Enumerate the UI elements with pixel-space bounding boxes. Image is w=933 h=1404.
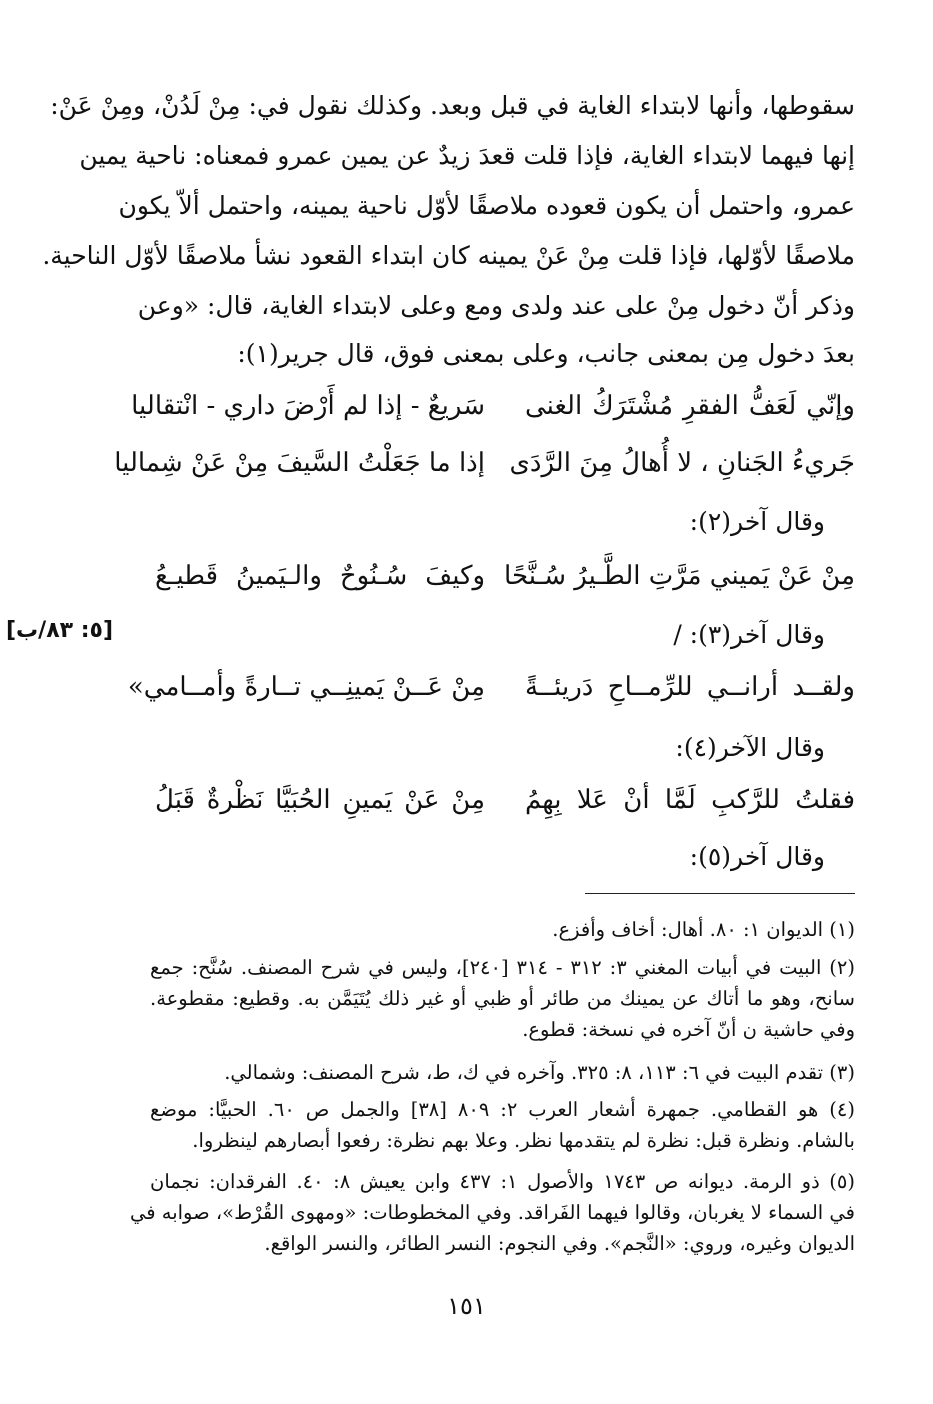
text-line: ملاصقًا لأوّلها، فإذا قلت مِنْ عَنْ يمينه كان ابتداء القعود نشأ ملاصقًا لأوّل الناحية. <box>42 241 855 270</box>
poet-intro: وقال آخر(٥): <box>689 842 825 871</box>
footnote <box>150 914 855 945</box>
verse-first-hemistich: جَريءُ الجَنانِ ، لا أُهالُ مِنَ الرَّدَى <box>509 448 855 478</box>
manuscript-folio-reference: [٥: ٨٣/ب] <box>6 618 114 643</box>
text-line: عمرو، واحتمل أن يكون قعوده ملاصقًا لأوّل ناحية يمينه، واحتمل ألاّ يكون <box>118 191 855 220</box>
text-line: وذكر أنّ دخول مِنْ على عند ولدى ومع وعلى لابتداء الغاية، قال: «وعن <box>137 291 855 320</box>
text-line: بعدَ دخول مِن بمعنى جانب، وعلى بمعنى فوق، قال جرير(١): <box>237 339 855 368</box>
footnote-line: (٢) البيت في أبيات المغني ٣: ٣١٢ - ٣١٤ [٢٤٠]، وليس في شرح المصنف. سُنَّح: جمع <box>150 956 855 979</box>
verse-second-hemistich: وكيفَ سُـنُوحٌ والـيَمينُ قَطيـعُ <box>155 561 485 591</box>
verse-first-hemistich: مِنْ عَنْ يَميني مَرَّتِ الطَّـيرُ سُـنَّحًا <box>504 561 855 591</box>
footnote-line: (٤) هو القطامي. جمهرة أشعار العرب ٢: ٨٠٩ [٣٨] والجمل ص ٦٠. الحبيَّا: موضع <box>150 1098 855 1121</box>
footnote-line: (٣) تقدم البيت في ٦: ١١٣، ٨: ٣٢٥. وآخره في ك، ط، شرح المصنف: وشمالي. <box>224 1061 855 1084</box>
verse-first-hemistich: وإنّي لَعَفُّ الفقرِ مُشْتَرَكُ الغنى <box>525 391 855 421</box>
verse-second-hemistich: مِنْ عَنْ يَمينِ الحُبَيَّا نَظْرةٌ قَبَلُ <box>155 785 485 815</box>
footnote-line: بالشام. ونظرة قبل: نظرة لم يتقدمها نظر. وعلا بهم نظرة: رفعوا أبصارهم لينظروا. <box>192 1129 855 1152</box>
footnote-line: في السماء لا يغربان، وقالوا فيهما الفَراقد. وفي المخطوطات: «ومهوى القُرْط»، صوابه في <box>129 1201 855 1224</box>
footnote-line: (١) الديوان ١: ٨٠. أهال: أخاف وأفزع. <box>552 918 855 941</box>
footnote-line: الديوان وغيره، وروي: «النَّجم». وفي النجوم: النسر الطائر، والنسر الواقع. <box>264 1232 855 1255</box>
footnote <box>150 1094 855 1156</box>
footnote-line: سانح، وهو ما أتاك عن يمينك من طائر أو ظبي أو غير ذلك يُتَيَمَّن به. وقطيع: مقطوعة. <box>150 987 855 1010</box>
footnote <box>129 1166 856 1259</box>
verse-second-hemistich: سَريعٌ - إذا لم أَرْضَ داري - انْتقاليا <box>131 391 485 421</box>
footnote-separator <box>585 893 855 894</box>
page-number: ١٥١ <box>447 1292 486 1320</box>
poet-intro: وقال الآخر(٤): <box>675 733 825 762</box>
verse-first-hemistich: ولقــد أرانــي للرِّمــاحِ دَريئــةً <box>525 672 855 702</box>
verse-second-hemistich: مِنْ عَــنْ يَمينِــي تــارةً وأمــامي» <box>127 672 485 702</box>
footnote-line: (٥) ذو الرمة. ديوانه ص ١٧٤٣ والأصول ١: ٤٣٧ وابن يعيش ٨: ٤٠. الفرقدان: نجمان <box>150 1170 856 1193</box>
verse-second-hemistich: إذا ما جَعَلْتُ السَّيفَ مِنْ عَنْ شِماليا <box>114 448 485 478</box>
poet-intro: وقال آخر(٣): / <box>673 620 825 649</box>
text-line: سقوطها، وأنها لابتداء الغاية في قبل وبعد. وكذلك نقول في: مِنْ لَدُنْ، ومِنْ عَنْ: <box>50 91 855 120</box>
footnote <box>150 1057 855 1088</box>
footnote <box>150 952 855 1045</box>
poet-intro: وقال آخر(٢): <box>689 507 825 536</box>
verse-first-hemistich: فقلتُ للرَّكبِ لَمَّا أنْ عَلا بِهِمُ <box>525 785 855 815</box>
footnote-line: وفي حاشية ن أنّ آخره في نسخة: قطوع. <box>522 1018 855 1041</box>
text-line: إنها فيهما لابتداء الغاية، فإذا قلت قعدَ زيدٌ عن يمين عمرو فمعناه: ناحية يمين <box>79 141 855 170</box>
